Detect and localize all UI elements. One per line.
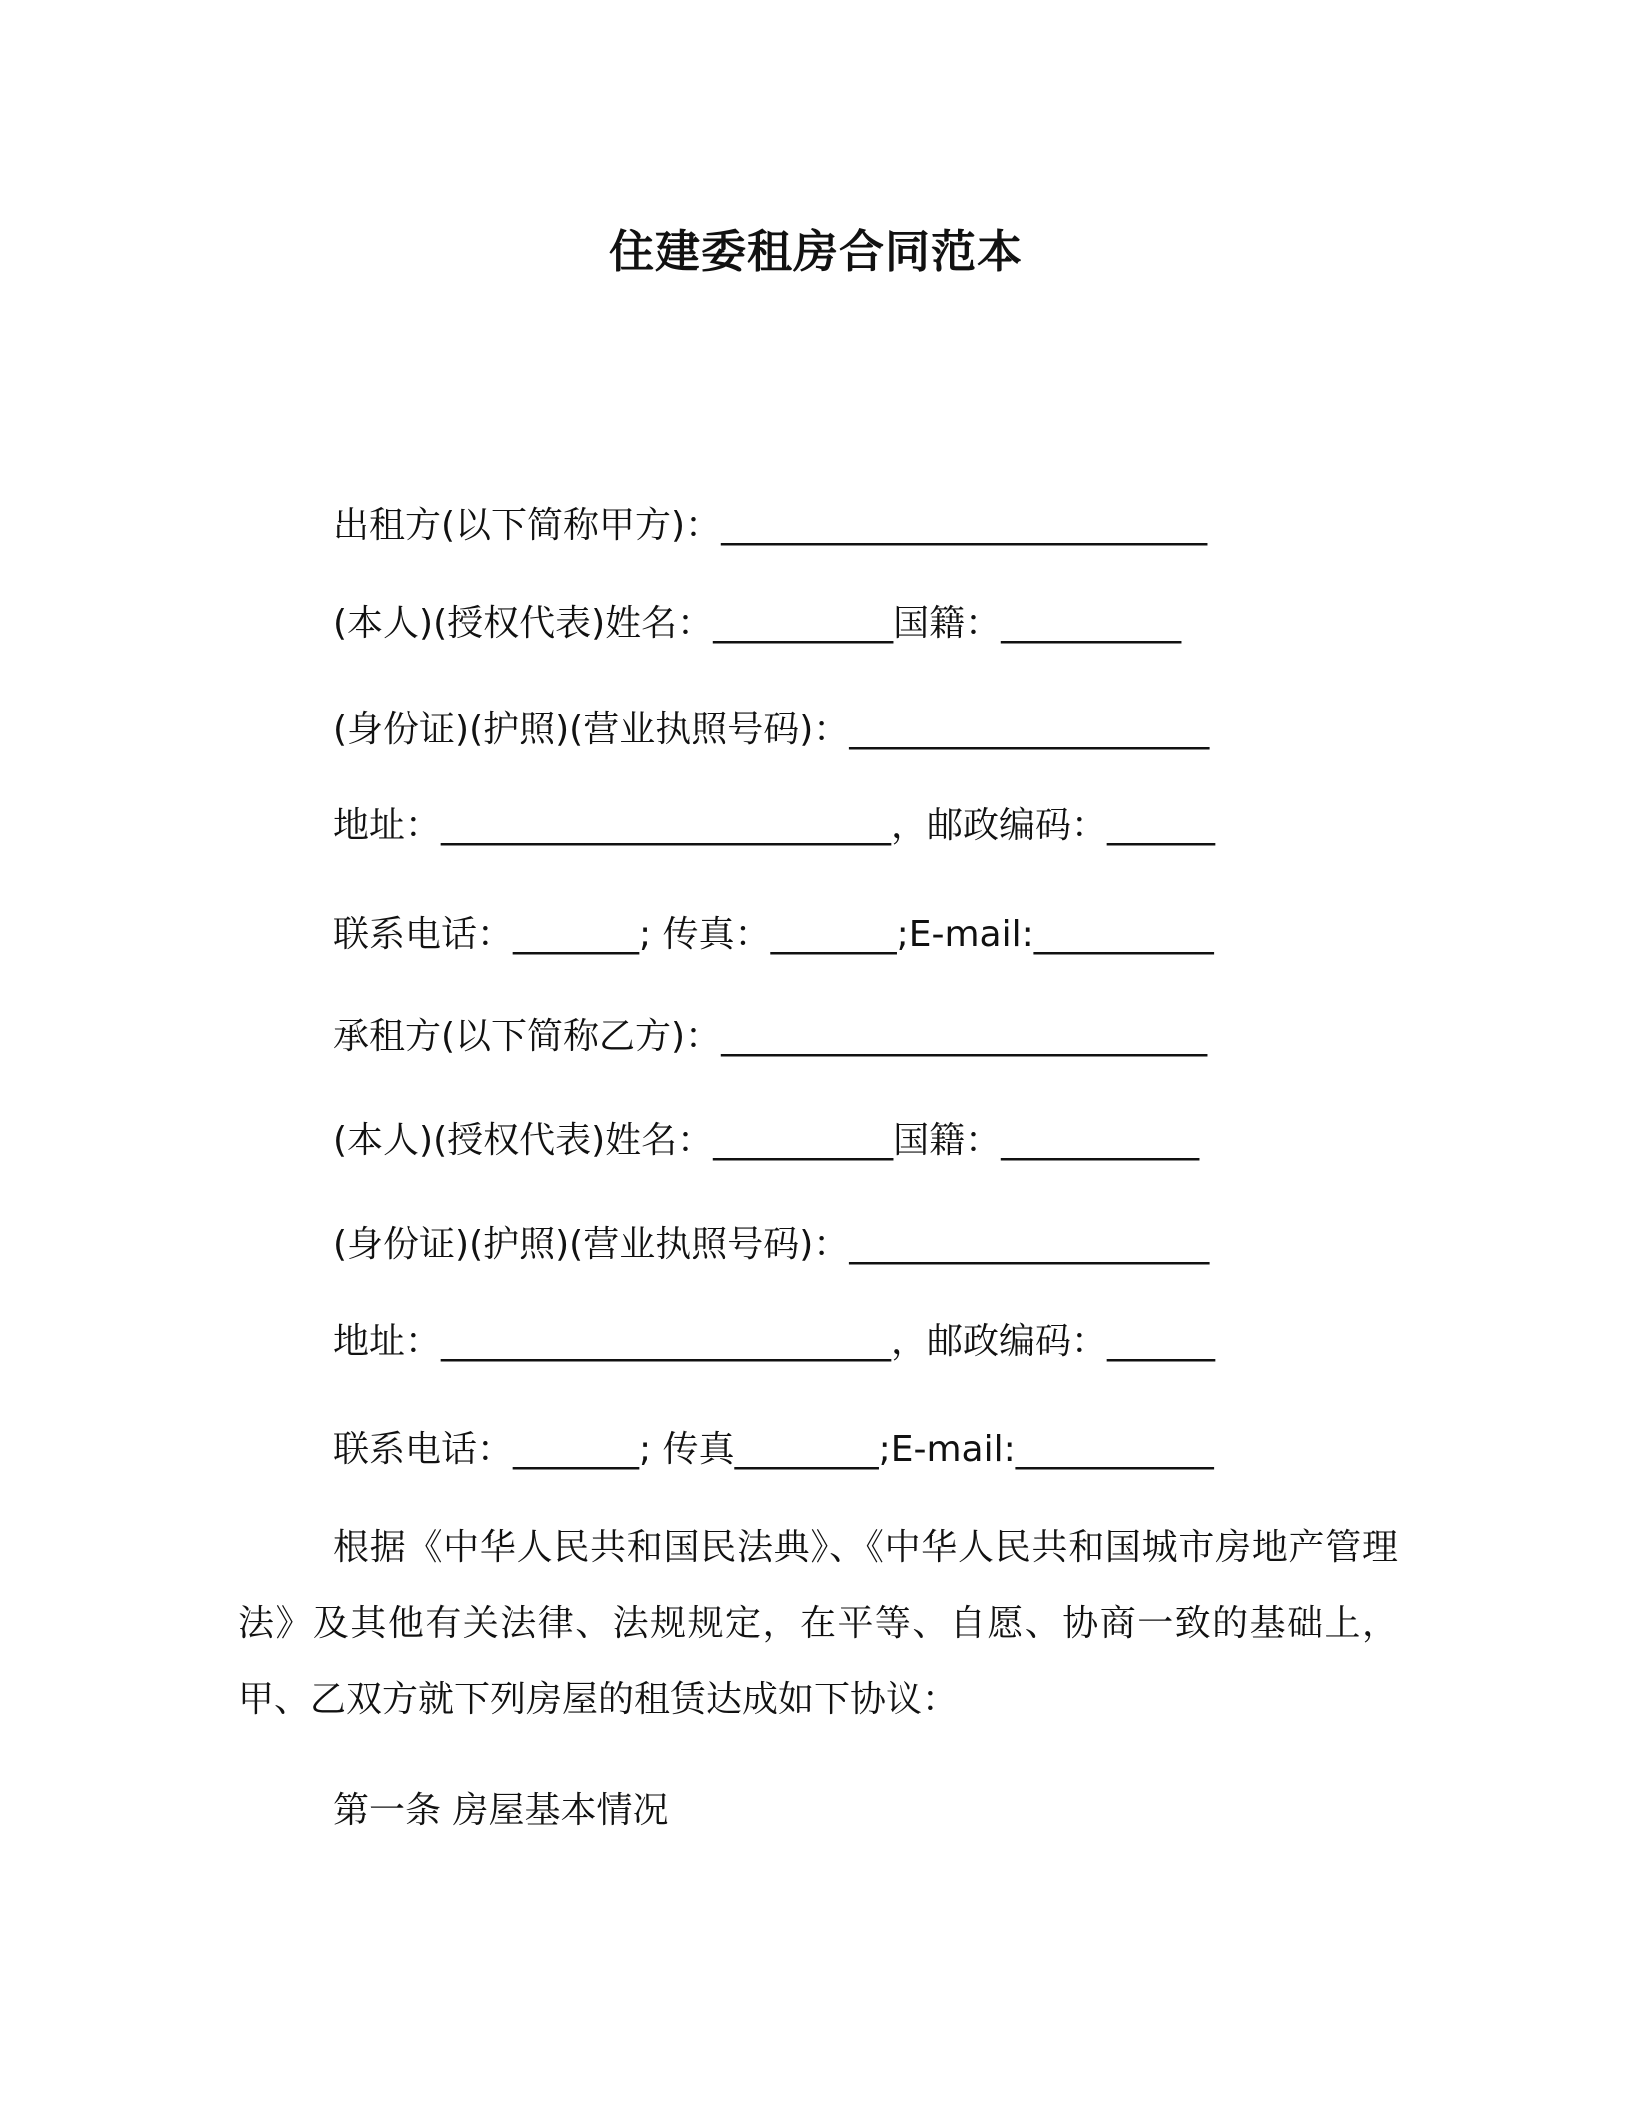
article-1-heading: 第一条 房屋基本情况 — [333, 1790, 669, 1831]
lessor-party-line: 出租方(以下简称甲方)：___________________________ — [333, 505, 1208, 546]
lessee-contact-line: 联系电话：_______; 传真________;E-mail:___________ — [333, 1429, 1214, 1470]
preamble-paragraph: 根据《中华人民共和国民法典》、《中华人民共和国城市房地产管理法》及其他有关法律、法规规定，在平等、自愿、协商一致的基础上，甲、乙双方就下列房屋的租赁达成如下协议： — [238, 1527, 1398, 1720]
lessee-name-nationality-line: (本人)(授权代表)姓名：__________国籍：___________ — [333, 1120, 1200, 1161]
lessee-address-line: 地址：_________________________，邮政编码：______ — [333, 1321, 1216, 1362]
lessor-name-nationality-line: (本人)(授权代表)姓名：__________国籍：__________ — [333, 603, 1182, 644]
document-title: 住建委租房合同范本 — [608, 225, 1023, 278]
lessee-id-line: (身份证)(护照)(营业执照号码)：____________________ — [333, 1224, 1210, 1265]
lessee-party-line: 承租方(以下简称乙方)：___________________________ — [333, 1016, 1208, 1057]
lessor-contact-line: 联系电话：_______; 传真：_______;E-mail:__________ — [333, 914, 1214, 955]
lessor-id-line: (身份证)(护照)(营业执照号码)：____________________ — [333, 709, 1210, 750]
lessor-address-line: 地址：_________________________，邮政编码：______ — [333, 805, 1216, 846]
